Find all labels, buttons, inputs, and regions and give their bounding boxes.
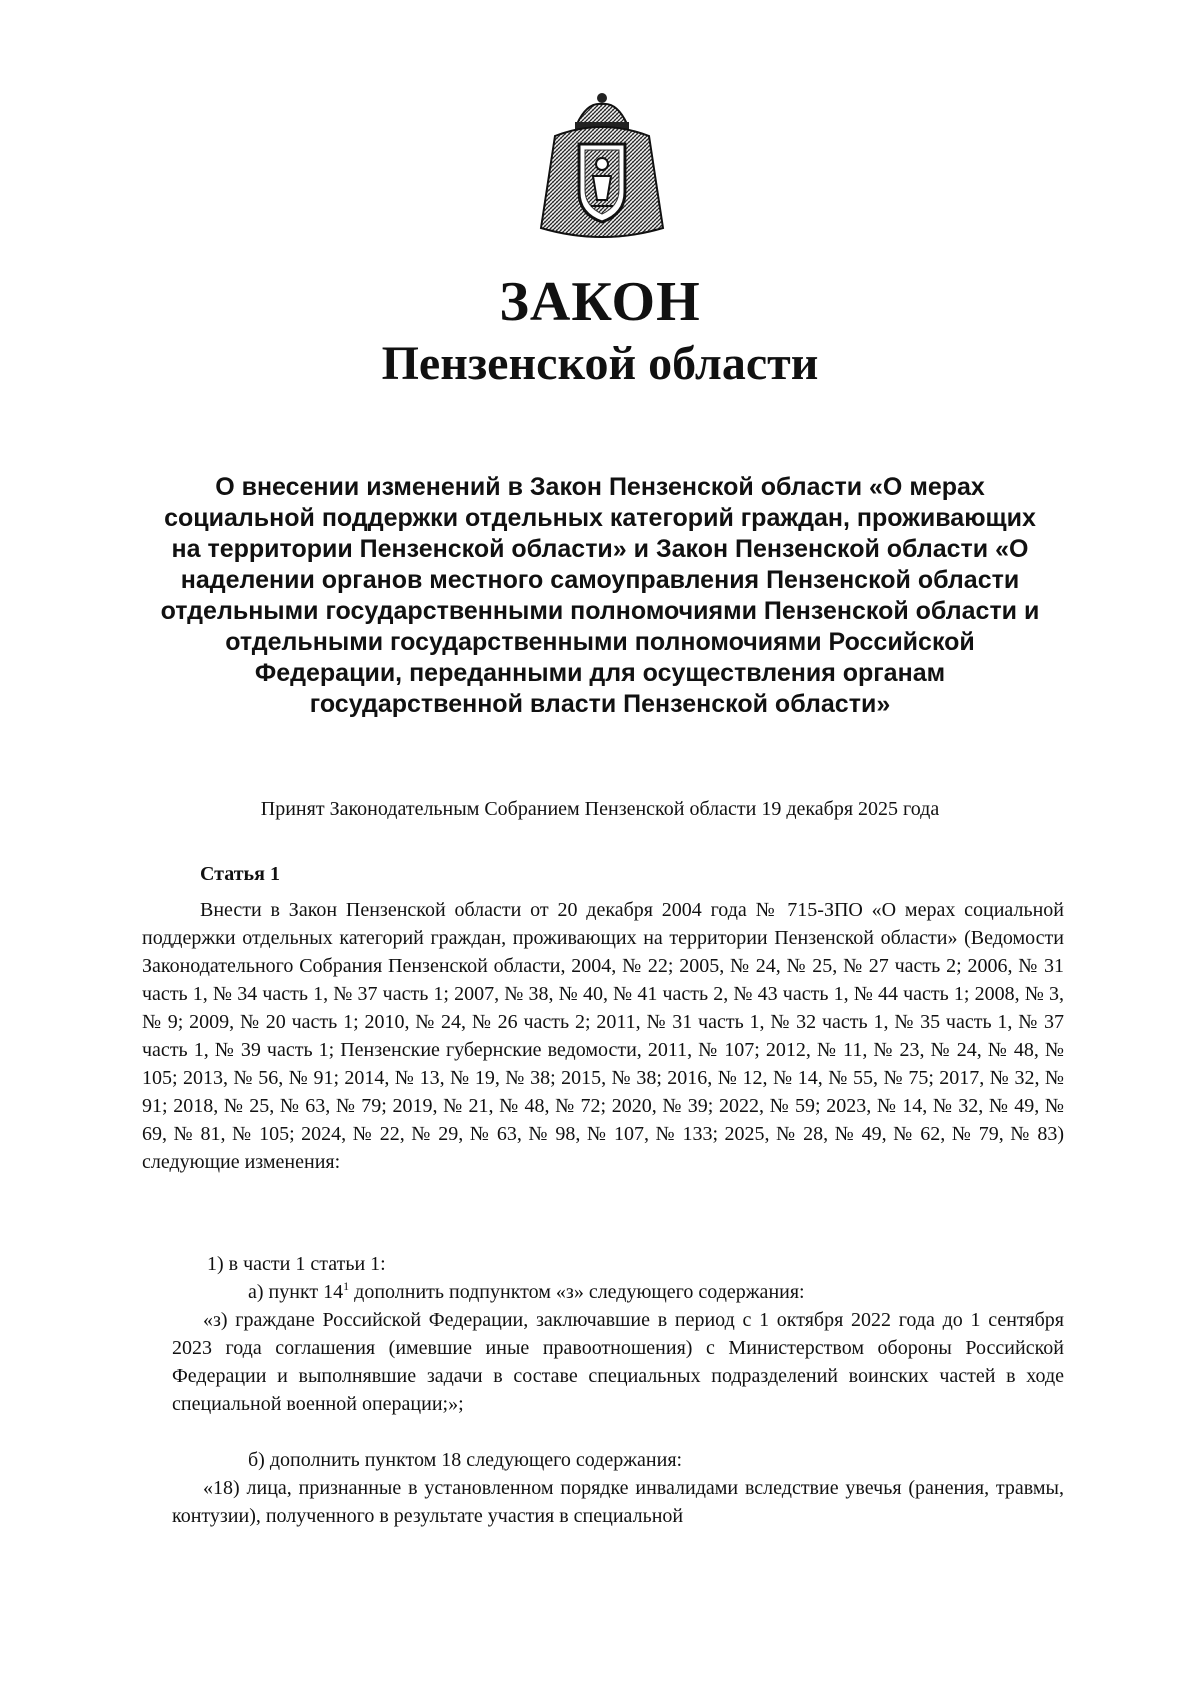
- item-a-superscript: 1: [343, 1279, 350, 1293]
- item-a-text-end: дополнить подпунктом «з» следующего содержания:: [349, 1281, 805, 1303]
- item-a: [248, 1278, 805, 1306]
- item-1: 1) в части 1 статьи 1:: [207, 1253, 386, 1275]
- article-heading: Статья 1: [200, 863, 280, 885]
- item-b: б) дополнить пунктом 18 следующего содержания:: [248, 1449, 683, 1471]
- coat-of-arms-icon: [535, 88, 670, 246]
- adoption-line: Принят Законодательным Собранием Пензенской области 19 декабря 2025 года: [260, 798, 940, 820]
- law-subject-title: О внесении изменений в Закон Пензенской области «О мерах социальной поддержки отдельных категорий граждан, проживающих на территории Пензенской области» и Закон Пензенской области «О наделении органов местного самоуправления Пензенской области отдельными государственными полномочиями Пензенской области и отдельными государственными полномочиями Российской Федерации, переданными для осуществления органам государственной власти Пензенской области»: [160, 473, 1040, 718]
- quote-subitem-z: «з) граждане Российской Федерации, заключавшие в период с 1 октября 2022 года до 1 сентября 2023 года соглашения (имевшие иные правоотношения) с Министерством обороны Российской Федерации и выполнявшие задачи в составе специальных подразделений воинских частей в ходе специальной военной операции;»;: [172, 1309, 1064, 1415]
- article-intro-paragraph: Внести в Закон Пензенской области от 20 декабря 2004 года № 715-ЗПО «О мерах социальной поддержки отдельных категорий граждан, проживающих на территории Пензенской области» (Ведомости Законодательного Собрания Пензенской области, 2004, № 22; 2005, № 24, № 25, № 27 часть 2; 2006, № 31 часть 1, № 34 часть 1, № 37 часть 1; 2007, № 38, № 40, № 41 часть 2, № 43 часть 1, № 44 часть 1; 2008, № 3, № 9; 2009, № 20 часть 1; 2010, № 24, № 26 часть 2; 2011, № 31 часть 1, № 32 часть 1, № 35 часть 1, № 37 часть 1, № 39 часть 1; Пензенские губернские ведомости, 2011, № 107; 2012, № 11, № 23, № 24, № 48, № 105; 2013, № 56, № 91; 2014, № 13, № 19, № 38; 2015, № 38; 2016, № 12, № 14, № 55, № 75; 2017, № 32, № 91; 2018, № 25, № 63, № 79; 2019, № 21, № 48, № 72; 2020, № 39; 2022, № 59; 2023, № 14, № 32, № 49, № 69, № 81, № 105; 2024, № 22, № 29, № 63, № 98, № 107, № 133; 2025, № 28, № 49, № 62, № 79, № 83) следующие изменения:: [142, 899, 1064, 1173]
- quote-point-18: «18) лица, признанные в установленном порядке инвалидами вследствие увечья (ранения, травмы, контузии), полученного в результате участия в специальной: [172, 1477, 1064, 1527]
- law-label: ЗАКОН: [499, 271, 701, 333]
- item-a-text-start: а) пункт 14: [248, 1281, 344, 1303]
- region-title: Пензенской области: [381, 337, 819, 390]
